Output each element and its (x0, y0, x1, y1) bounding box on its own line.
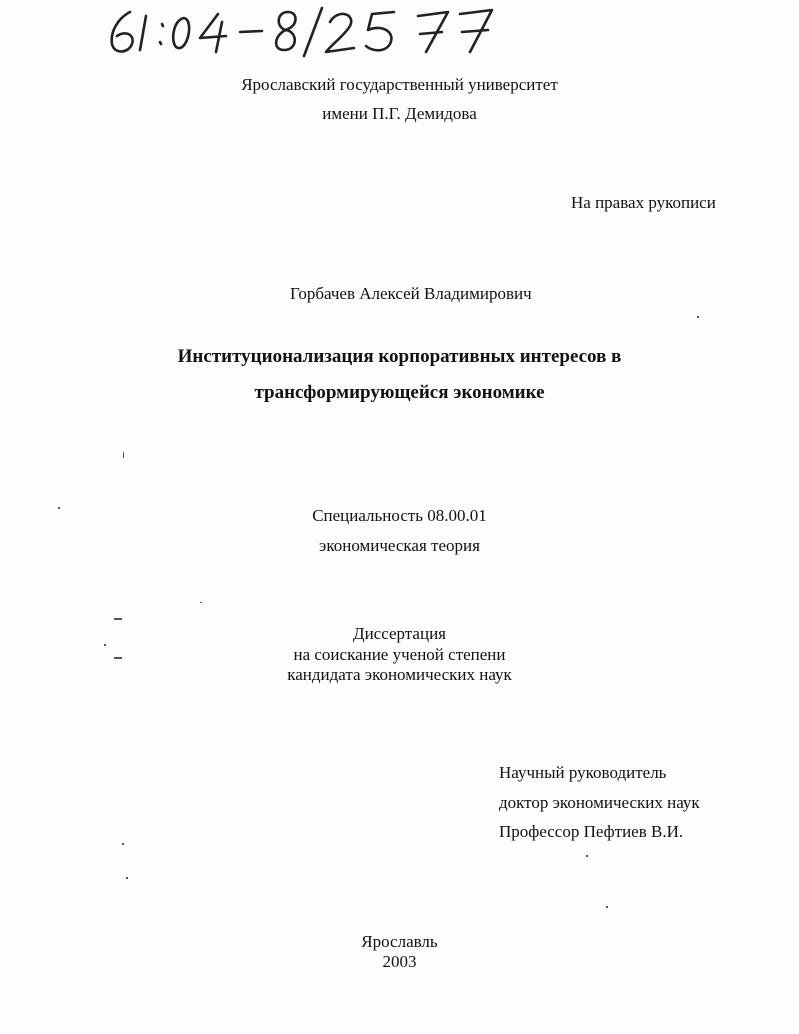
scan-mark (606, 906, 608, 908)
footer-city: Ярославль (361, 932, 438, 951)
scan-mark (697, 316, 699, 318)
title-line-2: трансформирующейся экономике (254, 382, 545, 403)
scan-mark (200, 602, 202, 603)
handwritten-archive-number (100, 2, 500, 64)
degree-line-1: Диссертация (352, 624, 446, 643)
degree-line-2: на соискание ученой степени (293, 645, 506, 664)
degree-line-3: кандидата экономических наук (287, 665, 512, 684)
scan-mark (586, 855, 588, 857)
scan-mark (123, 452, 124, 458)
scan-mark (114, 657, 122, 659)
specialty-name: экономическая теория (319, 536, 480, 555)
institution-line-2: имени П.Г. Демидова (322, 104, 477, 123)
scan-mark (58, 507, 60, 509)
supervisor-role: Научный руководитель (499, 763, 667, 782)
author-name: Горбачев Алексей Владимирович (290, 284, 532, 303)
scan-mark (104, 644, 106, 646)
footer-year: 2003 (382, 952, 417, 971)
supervisor-degree: доктор экономических наук (499, 793, 700, 812)
title-line-1: Институционализация корпоративных интересов в (177, 346, 622, 367)
supervisor-name: Профессор Пефтиев В.И. (499, 822, 684, 841)
institution-line-1: Ярославский государственный университет (241, 75, 558, 94)
scan-mark (122, 843, 124, 845)
specialty-code: Специальность 08.00.01 (312, 506, 487, 525)
scan-mark (126, 877, 128, 879)
scan-mark (114, 618, 122, 620)
rights-note: На правах рукописи (571, 193, 716, 212)
